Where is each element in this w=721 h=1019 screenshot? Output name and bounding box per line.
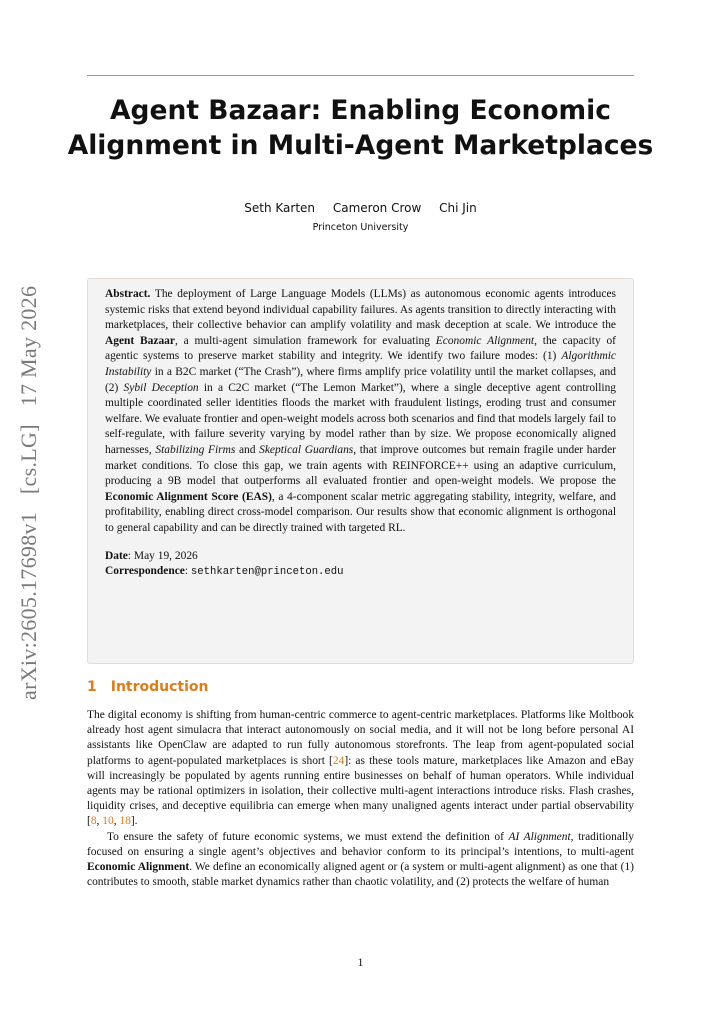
arxiv-category: [cs.LG]: [16, 424, 41, 495]
correspondence-line: Correspondence: sethkarten@princeton.edu: [105, 565, 344, 579]
page-number: 1: [357, 957, 364, 969]
arxiv-id: arXiv:2605.17698v1: [16, 511, 41, 700]
paper-title: Agent Bazaar: Enabling Economic Alignment in Multi-Agent Marketplaces: [67, 95, 654, 161]
header-rule: [87, 75, 634, 76]
author-name: Seth Karten: [244, 201, 316, 215]
author-list: [60, 201, 661, 215]
arxiv-stamp: [16, 285, 42, 700]
abstract-heading: Abstract.: [105, 288, 151, 300]
arxiv-date: 17 May 2026: [16, 285, 41, 407]
affiliation: Princeton University: [312, 222, 409, 233]
intro-paragraph: To ensure the safety of future economic systems, we must extend the definition of AI Alignment, traditionally focused on ensuring a single agent’s objectives and behavior conform to its principal’s intentions, to multi-agent Economic Alignment. We define an economically aligned agent or (a system or multi-agent alignment) as one that (1) contributes to smooth, stable market dynamics rather than chaotic volatility, and (2) protects the welfare of human: [87, 830, 634, 889]
section-number: 1: [87, 679, 97, 695]
intro-paragraph: The digital economy is shifting from human-centric commerce to agent-centric marketplaces. Platforms like Moltbook already host agent simulacra that interact autonomously on social media, and it will not be long before personal AI assistants like OpenClaw are adapted to run fully autonomous storefronts. The leap from agent-populated social platforms to agent-populated marketplaces is short [24]: as these tools mature, marketplaces like Amazon and eBay will increasingly be populated by agents running entire businesses on behalf of human operators. While individual agents may be rational optimizers in isolation, their collective multi-agent interactions introduce risks. Flash crashes, liquidity crises, and deceptive equilibria can emerge when many unaligned agents interact under partial observability [8, 10, 18].: [87, 709, 635, 828]
abstract-meta: [105, 549, 616, 581]
section-heading: [87, 679, 209, 695]
date-line: Date: May 19, 2026: [105, 549, 198, 562]
correspondence-email[interactable]: sethkarten@princeton.edu: [190, 566, 344, 579]
section-title: Introduction: [110, 679, 209, 695]
author-name: Chi Jin: [439, 201, 477, 215]
author-name: Cameron Crow: [332, 201, 422, 215]
abstract-box: [87, 278, 634, 664]
citation-link[interactable]: 18: [119, 815, 131, 828]
citation-link[interactable]: 8: [90, 815, 97, 828]
citation-link[interactable]: 24: [332, 754, 345, 767]
intro-body: [87, 708, 634, 890]
abstract-text: Abstract. The deployment of Large Language Models (LLMs) as autonomous economic agents introduces systemic risks that extend beyond individual capability failures. As agents transition to directly interacting with marketplaces, their collective behavior can amplify volatility and mask deception at scale. We introduce the Agent Bazaar, a multi-agent simulation framework for evaluating Economic Alignment, the capacity of agentic systems to preserve market stability and integrity. We identify two failure modes: (1) Algorithmic Instability in a B2C market (“The Crash”), where firms amplify price volatility until the market collapses, and (2) Sybil Deception in a C2C market (“The Lemon Market”), where a single deceptive agent controlling multiple coordinated seller identities floods the market with fraudulent listings, eroding trust and consumer welfare. We evaluate frontier and open-weight models across both scenarios and find that models largely fail to self-regulate, with failure severity varying by model rather than by size. We propose economically aligned harnesses, Stabilizing Firms and Skeptical Guardians, that improve outcomes but remain fragile under harder market conditions. To close this gap, we train agents with REINFORCE++ using an adaptive curriculum, producing a 9B model that outperforms all evaluated frontier and open-weight models. We propose the Economic Alignment Score (EAS), a 4-component scalar metric aggregating stability, integrity, welfare, and profitability, enabling direct cross-model comparison. Our results show that economic alignment is orthogonal to general capability and can be directly trained with targeted RL.: [105, 288, 617, 534]
citation-link[interactable]: 10: [102, 815, 114, 828]
